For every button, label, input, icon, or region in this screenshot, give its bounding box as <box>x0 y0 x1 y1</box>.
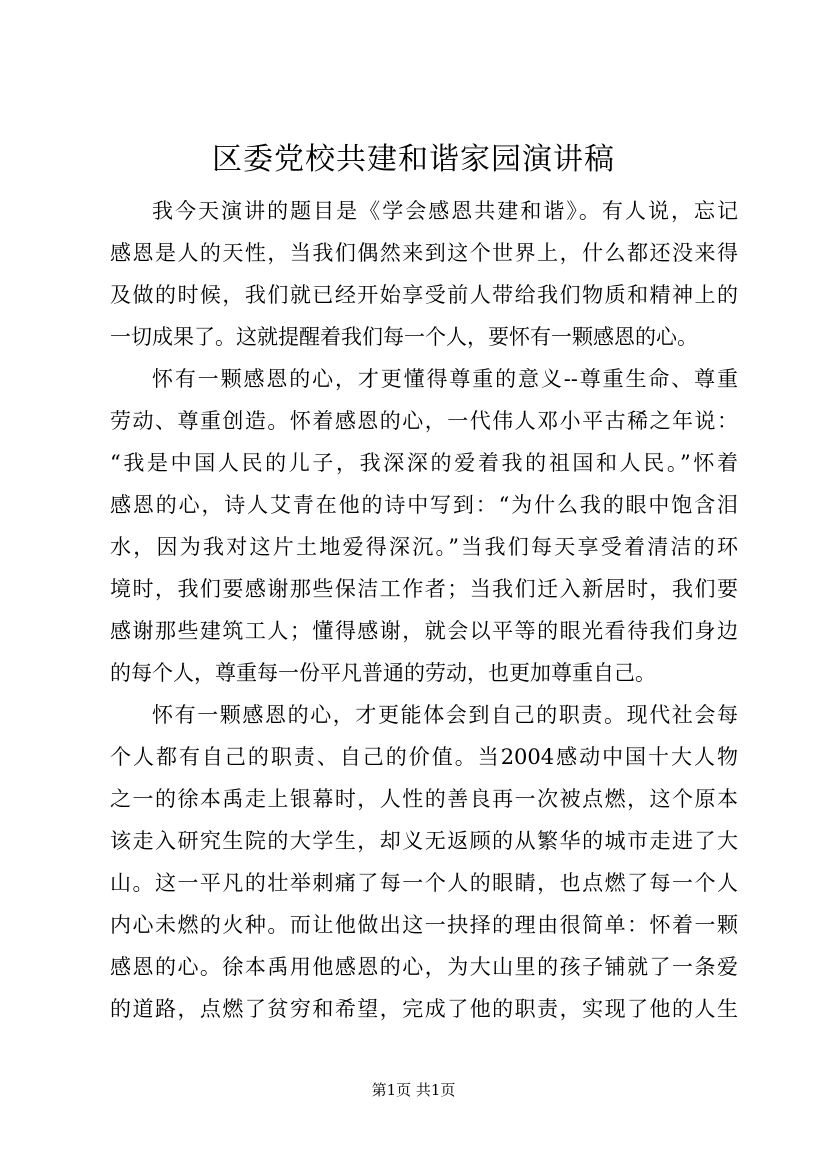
text-line: 境时，我们要感谢那些保洁工作者；当我们迁入新居时，我们要 <box>110 577 738 601</box>
text-line: “我是中国人民的儿子，我深深的爱着我的祖国和人民。”怀着 <box>110 451 738 475</box>
text-line: 内心未燃的火种。而让他做出这一抉择的理由很简单：怀着一颗 <box>110 913 738 937</box>
paragraph-2 <box>110 358 738 694</box>
text-line: 个人都有自己的职责、自己的价值。当2004感动中国十大人物 <box>110 745 738 769</box>
text-line: 我今天演讲的题目是《学会感恩共建和谐》。有人说，忘记 <box>152 199 738 223</box>
text-line: 及做的时候，我们就已经开始享受前人带给我们物质和精神上的 <box>110 283 738 307</box>
paragraph-1 <box>110 190 738 358</box>
text-line: 一切成果了。这就提醒着我们每一个人，要怀有一颗感恩的心。 <box>110 325 698 349</box>
text-line: 水，因为我对这片土地爱得深沉。”当我们每天享受着清洁的环 <box>110 535 738 559</box>
paragraph-3 <box>110 694 738 1030</box>
text-line: 劳动、尊重创造。怀着感恩的心，一代伟人邓小平古稀之年说： <box>110 409 738 433</box>
document-body <box>110 190 738 1030</box>
text-line: 感恩的心，诗人艾青在他的诗中写到：“为什么我的眼中饱含泪 <box>110 493 738 517</box>
document-title: 区委党校共建和谐家园演讲稿 <box>212 142 615 177</box>
text-line: 感恩的心。徐本禹用他感恩的心，为大山里的孩子铺就了一条爱 <box>110 955 738 979</box>
text-line: 感谢那些建筑工人；懂得感谢，就会以平等的眼光看待我们身边 <box>110 619 738 643</box>
text-line: 该走入研究生院的大学生，却义无返顾的从繁华的城市走进了大 <box>110 829 738 853</box>
page-footer: 第1页 共1页 <box>371 1081 456 1099</box>
text-line: 怀有一颗感恩的心，才更懂得尊重的意义--尊重生命、尊重 <box>152 367 738 391</box>
text-line: 的道路，点燃了贫穷和希望，完成了他的职责，实现了他的人生 <box>110 997 738 1021</box>
text-line: 感恩是人的天性，当我们偶然来到这个世界上，什么都还没来得 <box>110 241 738 265</box>
text-line: 山。这一平凡的壮举刺痛了每一个人的眼睛，也点燃了每一个人 <box>110 871 738 895</box>
text-line: 的每个人，尊重每一份平凡普通的劳动，也更加尊重自己。 <box>110 661 656 685</box>
text-line: 怀有一颗感恩的心，才更能体会到自己的职责。现代社会每 <box>152 703 738 727</box>
text-line: 之一的徐本禹走上银幕时，人性的善良再一次被点燃，这个原本 <box>110 787 738 811</box>
